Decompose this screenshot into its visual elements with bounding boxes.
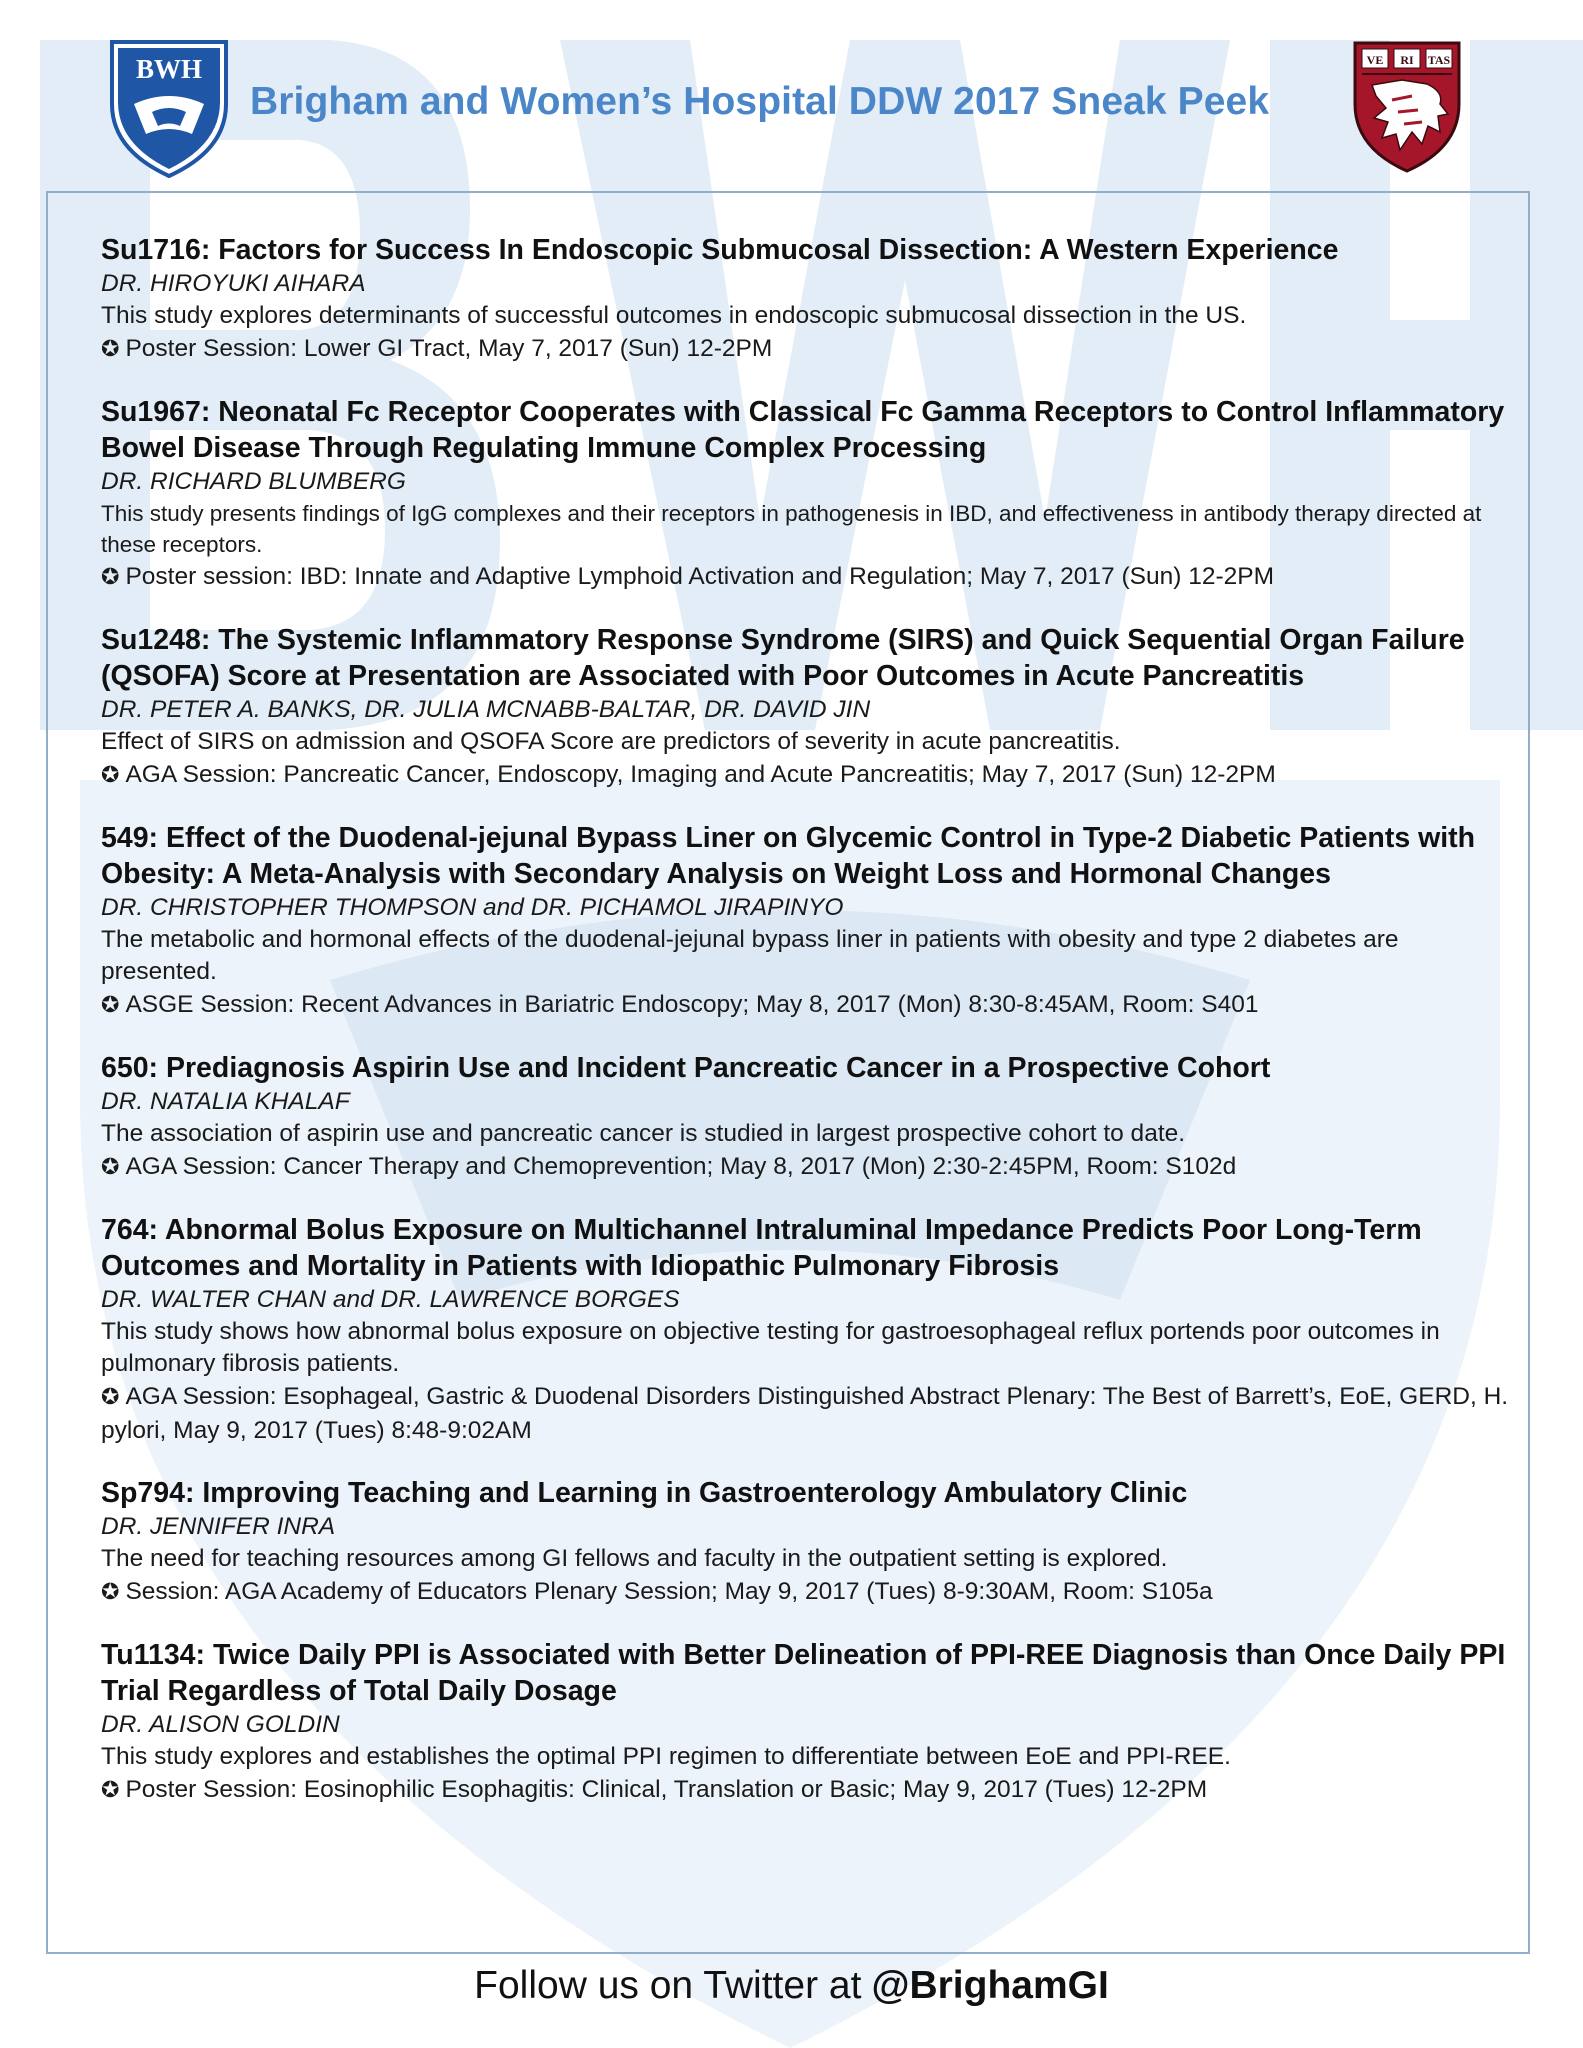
abstract-549 (101, 820, 1513, 1022)
page-header (0, 0, 1583, 190)
session-text: Poster Session: Lower GI Tract, May 7, 2017 (Sun) 12-2PM (125, 335, 773, 362)
abstract-authors: DR. RICHARD BLUMBERG (101, 468, 406, 495)
star-bullet-icon: ✪ (101, 337, 120, 362)
abstract-authors: DR. NATALIA KHALAF (101, 1088, 350, 1115)
abstract-sp794 (101, 1475, 1513, 1609)
abstract-authors: DR. HIROYUKI AIHARA (101, 270, 366, 297)
star-bullet-icon: ✪ (101, 1155, 120, 1180)
abstract-session (101, 1575, 1513, 1609)
abstract-650 (101, 1050, 1513, 1184)
session-text: AGA Session: Pancreatic Cancer, Endoscopy, Imaging and Acute Pancreatitis; May 7, 2017 (Sun) 12-2PM (125, 761, 1276, 788)
session-text: AGA Session: Esophageal, Gastric & Duodenal Disorders Distinguished Abstract Plenary: The Best of Barrett’s, EoE, GERD, H. pylori, May 9, 2017 (Tues) 8:48-9:02AM (101, 1383, 1509, 1444)
abstract-title: 549: Effect of the Duodenal-jejunal Bypass Liner on Glycemic Control in Type-2 Diabetic Patients with Obesity: A Meta-Analysis with Secondary Analysis on Weight Loss and Hormonal Changes (101, 822, 1476, 890)
veritas-ri: RI (1400, 53, 1414, 67)
abstract-title: 764: Abnormal Bolus Exposure on Multichannel Intraluminal Impedance Predicts Poor Long-Term Outcomes and Mortality in Patients with Idiopathic Pulmonary Fibrosis (101, 1214, 1422, 1282)
veritas-tas: TAS (1427, 53, 1451, 67)
abstract-session (101, 332, 1513, 366)
abstract-session (101, 1773, 1513, 1807)
harvard-crest-logo (1352, 40, 1462, 174)
star-bullet-icon: ✪ (101, 993, 120, 1018)
abstract-session (101, 1150, 1513, 1184)
star-bullet-icon: ✪ (101, 565, 120, 590)
star-bullet-icon: ✪ (101, 1778, 120, 1803)
session-text: Poster Session: Eosinophilic Esophagitis: Clinical, Translation or Basic; May 9, 2017 (Tues) 12-2PM (125, 1776, 1208, 1803)
twitter-handle[interactable]: @BrighamGI (871, 1964, 1109, 2007)
twitter-footer (0, 1962, 1583, 2010)
abstract-su1248 (101, 622, 1513, 792)
abstract-authors: DR. CHRISTOPHER THOMPSON and DR. PICHAMOL JIRAPINYO (101, 894, 844, 921)
abstract-su1967 (101, 394, 1513, 594)
abstract-title: Sp794: Improving Teaching and Learning in Gastroenterology Ambulatory Clinic (101, 1477, 1188, 1509)
abstract-title: Tu1134: Twice Daily PPI is Associated with Better Delineation of PPI-REE Diagnosis than Once Daily PPI Trial Regardless of Total Daily Dosage (101, 1639, 1506, 1707)
abstract-authors: DR. WALTER CHAN and DR. LAWRENCE BORGES (101, 1286, 680, 1313)
footer-prefix: Follow us on Twitter at (474, 1964, 862, 2007)
star-bullet-icon: ✪ (101, 763, 120, 788)
abstract-summary: The metabolic and hormonal effects of the duodenal-jejunal bypass liner in patients with obesity and type 2 diabetes are presented. (101, 926, 1399, 985)
star-bullet-icon: ✪ (101, 1385, 120, 1410)
session-text: AGA Session: Cancer Therapy and Chemoprevention; May 8, 2017 (Mon) 2:30-2:45PM, Room: S102d (125, 1153, 1237, 1180)
star-bullet-icon: ✪ (101, 1580, 120, 1605)
abstract-summary: This study explores determinants of successful outcomes in endoscopic submucosal dissection in the US. (101, 302, 1247, 329)
session-text: ASGE Session: Recent Advances in Bariatric Endoscopy; May 8, 2017 (Mon) 8:30-8:45AM, Room: S401 (125, 991, 1259, 1018)
abstract-session (101, 560, 1513, 594)
abstract-authors: DR. JENNIFER INRA (101, 1513, 336, 1540)
abstract-summary: This study explores and establishes the optimal PPI regimen to differentiate between EoE and PPI-REE. (101, 1743, 1231, 1770)
bwh-shield-logo (108, 38, 230, 178)
abstract-tu1134 (101, 1637, 1513, 1807)
abstract-summary: The association of aspirin use and pancreatic cancer is studied in largest prospective cohort to date. (101, 1120, 1186, 1147)
abstract-title: Su1967: Neonatal Fc Receptor Cooperates with Classical Fc Gamma Receptors to Control Inflammatory Bowel Disease Through Regulating Immune Complex Processing (101, 396, 1505, 464)
abstract-764 (101, 1212, 1513, 1447)
abstract-list (101, 232, 1513, 1835)
abstract-summary: Effect of SIRS on admission and QSOFA Score are predictors of severity in acute pancreatitis. (101, 728, 1121, 755)
abstract-title: Su1716: Factors for Success In Endoscopic Submucosal Dissection: A Western Experience (101, 234, 1339, 266)
abstract-summary: The need for teaching resources among GI fellows and faculty in the outpatient setting is explored. (101, 1545, 1168, 1572)
abstract-summary: This study shows how abnormal bolus exposure on objective testing for gastroesophageal reflux portends poor outcomes in pulmonary fibrosis patients. (101, 1318, 1440, 1377)
abstract-authors: DR. PETER A. BANKS, DR. JULIA MCNABB-BALTAR, DR. DAVID JIN (101, 696, 871, 723)
abstract-session (101, 1380, 1513, 1447)
abstract-authors: DR. ALISON GOLDIN (101, 1711, 340, 1738)
abstract-title: 650: Prediagnosis Aspirin Use and Incident Pancreatic Cancer in a Prospective Cohort (101, 1052, 1271, 1084)
abstract-session (101, 988, 1513, 1022)
abstract-title: Su1248: The Systemic Inflammatory Response Syndrome (SIRS) and Quick Sequential Organ Failure (QSOFA) Score at Presentation are Associated with Poor Outcomes in Acute Pancreatitis (101, 624, 1465, 692)
abstract-su1716 (101, 232, 1513, 366)
session-text: Session: AGA Academy of Educators Plenary Session; May 9, 2017 (Tues) 8-9:30AM, Room: S105a (125, 1578, 1213, 1605)
bwh-logo-text: BWH (135, 54, 203, 84)
page-title: Brigham and Women’s Hospital DDW 2017 Sneak Peek (250, 80, 1270, 123)
abstract-summary: This study presents findings of IgG complexes and their receptors in pathogenesis in IBD, and effectiveness in antibody therapy directed at these receptors. (101, 501, 1482, 557)
abstract-session (101, 758, 1513, 792)
session-text: Poster session: IBD: Innate and Adaptive Lymphoid Activation and Regulation; May 7, 2017 (Sun) 12-2PM (125, 563, 1274, 590)
veritas-ve: VE (1366, 53, 1384, 67)
